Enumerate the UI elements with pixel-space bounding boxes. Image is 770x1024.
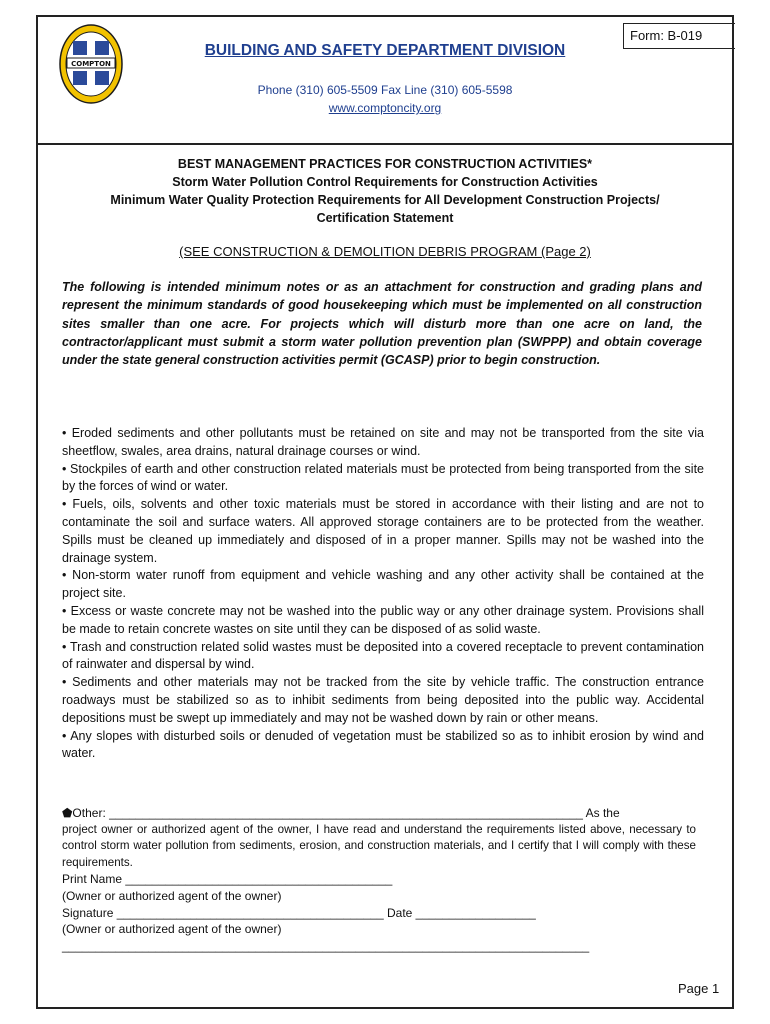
page-number: Page 1 <box>678 981 720 996</box>
intro-paragraph: The following is intended minimum notes or as an attachment for construction and grading plans and represent the minimum standards of good housekeeping which must be implemented on all construction sites smaller than one acre. For projects which will disturb more than one acre on land, the contractor/applicant must submit a storm water pollution prevention plan (SWPPP) and obtain coverage under the state general construction activities permit (GCASP) prior to begin construction. <box>62 280 702 368</box>
other-field-line[interactable]: ⬟Other: _______________________________________________________________________ As the <box>62 806 620 820</box>
bottom-rule-line: _______________________________________________________________________________ <box>62 938 590 953</box>
list-item: • Sediments and other materials may not be tracked from the site by vehicle traffic. The construction entrance roadways must be stabilized so as to inhibit sediments from being deposited into the public way. Accidental depositions must be swept up immediately and may not be washed down by rain or other means. <box>62 675 704 725</box>
title-line-3: Minimum Water Quality Protection Requirements for All Development Construction Projects/ <box>110 193 660 207</box>
title-line-2: Storm Water Pollution Control Requirements for Construction Activities <box>172 175 598 189</box>
see-debris-program-note: (SEE CONSTRUCTION & DEMOLITION DEBRIS PROGRAM (Page 2) <box>179 244 591 259</box>
certification-statement: project owner or authorized agent of the owner, I have read and understand the requirements listed above, necessary to control storm water pollution from sediments, erosion, and construction materials, and I certify that I will comply with these requirements. <box>62 822 696 869</box>
list-item: • Fuels, oils, solvents and other toxic materials must be stored in accordance with their listing and are not to contaminate the soil and surface waters. All approved storage containers are to be protected from the weather. Spills must be cleaned up immediately and disposed of in a proper manner. Spills may not be washed into the drainage system. <box>62 497 704 565</box>
requirements-list <box>62 425 704 763</box>
website-link[interactable]: www.comptoncity.org <box>328 101 442 115</box>
list-item: • Eroded sediments and other pollutants must be retained on site and may not be transported from the site via sheetflow, swales, area drains, natural drainage courses or wind. <box>62 426 704 458</box>
signature-date-field[interactable]: Signature ________________________________________ Date __________________ <box>62 905 536 920</box>
owner-note: (Owner or authorized agent of the owner) <box>62 922 282 937</box>
title-line-1: BEST MANAGEMENT PRACTICES FOR CONSTRUCTION ACTIVITIES* <box>177 157 593 171</box>
title-line-4: Certification Statement <box>316 211 454 225</box>
certification-section <box>62 805 696 954</box>
contact-block <box>38 81 732 117</box>
list-item: • Non-storm water runoff from equipment and vehicle washing and any other activity shall be contained at the project site. <box>62 568 704 601</box>
owner-note: (Owner or authorized agent of the owner) <box>62 888 282 903</box>
list-item: • Excess or waste concrete may not be washed into the public way or any other drainage system. Provisions shall be made to retain concrete wastes on site until they can be disposed of as solid waste. <box>62 603 704 636</box>
logo-text: COMPTON <box>71 60 111 68</box>
document-page <box>36 15 734 1009</box>
document-header <box>38 17 732 145</box>
phone-fax-line: Phone (310) 605-5509 Fax Line (310) 605-5598 <box>257 83 513 97</box>
department-title: BUILDING AND SAFETY DEPARTMENT DIVISION <box>204 42 566 59</box>
list-item: • Stockpiles of earth and other construction related materials must be protected from being transported from the site by the forces of wind or water. <box>62 461 704 494</box>
document-titles <box>58 155 712 227</box>
print-name-field[interactable]: Print Name ________________________________________ <box>62 872 393 887</box>
list-item: • Any slopes with disturbed soils or denuded of vegetation must be stabilized so as to inhibit erosion by wind and water. <box>62 728 704 761</box>
list-item: • Trash and construction related solid wastes must be deposited into a covered receptacle to prevent contamination of rainwater and dispersal by wind. <box>62 639 704 672</box>
form-code: Form: B-019 <box>623 23 735 49</box>
